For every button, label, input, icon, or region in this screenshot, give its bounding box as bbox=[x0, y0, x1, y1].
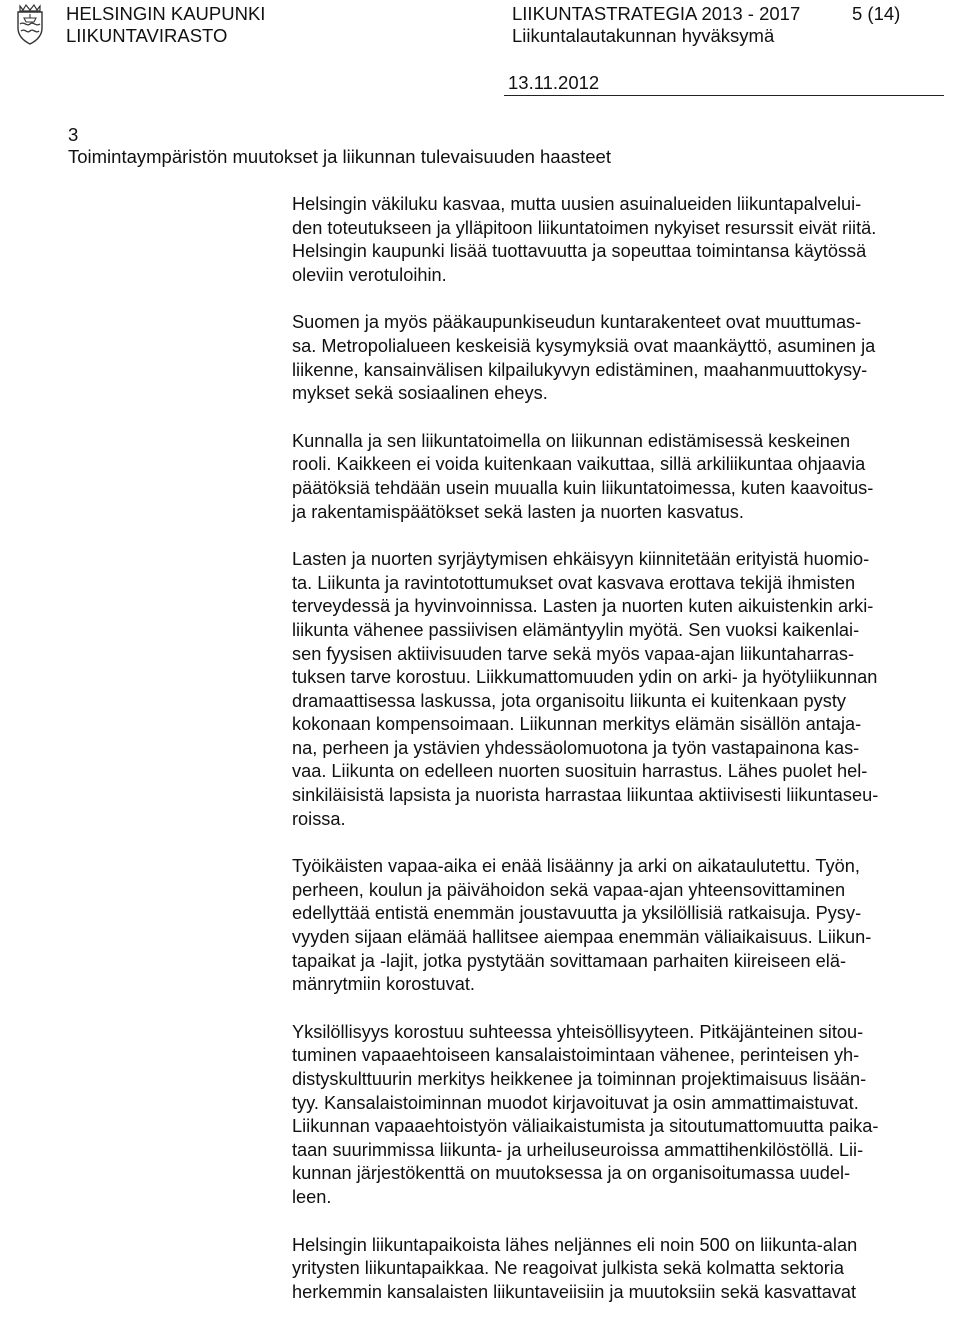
header-date: 13.11.2012 bbox=[508, 72, 600, 93]
text-line: päätöksiä tehdään usein muualla kuin liikuntatoimessa, kuten kaavoitus- bbox=[292, 477, 874, 498]
header-page-indicator: 5 (14) bbox=[852, 3, 901, 24]
text-line: dramaattisessa laskussa, jota organisoitu liikunta ei kuitenkaan pysty bbox=[292, 690, 846, 711]
text-line: kokonaan kompensoimaan. Liikunnan merkitys elämän sisällön antaja- bbox=[292, 714, 862, 735]
paragraph bbox=[292, 193, 954, 287]
text-line: sen fyysisen aktiivisuuden tarve sekä myös vapaa-ajan liikuntaharras- bbox=[292, 643, 855, 664]
text-line: liikunta vähenee passiivisen elämäntyylin myötä. Sen vuoksi kaikenlai- bbox=[292, 619, 860, 640]
header-document-title: LIIKUNTASTRATEGIA 2013 - 2017 bbox=[512, 3, 801, 24]
section-number: 3 bbox=[68, 124, 79, 145]
text-line: Helsingin kaupunki lisää tuottavuutta ja sopeuttaa toimintansa käytössä bbox=[292, 241, 867, 262]
text-line: terveydessä ja hyvinvoinnissa. Lasten ja nuorten kuten aikuistenkin arki- bbox=[292, 596, 874, 617]
text-line: taan suurimmissa liikunta- ja urheiluseuroissa ammattihenkilöstöllä. Lii- bbox=[292, 1139, 864, 1160]
text-line: Liikunnan vapaaehtoistyön väliaikaistumista ja sitoutumattomuutta paika- bbox=[292, 1116, 879, 1137]
text-line: den toteutukseen ja ylläpitoon liikuntatoimen nykyiset resurssit eivät riitä. bbox=[292, 217, 877, 238]
text-line: Yksilöllisyys korostuu suhteessa yhteisöllisyyteen. Pitkäjänteinen sitou- bbox=[292, 1021, 864, 1042]
helsinki-coat-of-arms-icon bbox=[12, 2, 48, 46]
text-line: liikenne, kansainvälisen kilpailukyvyn edistäminen, maahanmuuttokysy- bbox=[292, 359, 868, 380]
text-line: distyskulttuurin merkitys heikkenee ja toiminnan projektimaisuus lisään- bbox=[292, 1069, 867, 1089]
section-title: Toimintaympäristön muutokset ja liikunnan tulevaisuuden haasteet bbox=[68, 146, 611, 167]
text-line: tuksen tarve korostuu. Liikkumattomuuden ydin on arki- ja hyötyliikunnan bbox=[292, 667, 878, 688]
text-line: edellyttää entistä enemmän joustavuutta ja yksilöllisiä ratkaisuja. Pysy- bbox=[292, 903, 862, 924]
paragraph bbox=[292, 311, 954, 405]
text-line: tyy. Kansalaistoiminnan muodot kirjavoituvat ja osin ammattimaistuvat. bbox=[292, 1092, 859, 1113]
text-line: vyyden sijaan elämää hallitsee aiempaa enemmän väliaikaisuus. Liikun- bbox=[292, 927, 872, 948]
text-line: Lasten ja nuorten syrjäytymisen ehkäisyyn kiinnitetään erityistä huomio- bbox=[292, 549, 870, 570]
header-department: LIIKUNTAVIRASTO bbox=[66, 25, 228, 46]
text-line: tuminen vapaaehtoiseen kansalaistoimintaan vähenee, perinteisen yh- bbox=[292, 1045, 860, 1066]
header-divider bbox=[504, 95, 944, 96]
text-line: rooli. Kaikkeen ei voida kuitenkaan vaikuttaa, sillä arkiliikuntaa ohjaavia bbox=[292, 454, 866, 475]
paragraph bbox=[292, 1021, 954, 1210]
text-line: ja rakentamispäätökset sekä lasten ja nuorten kasvatus. bbox=[292, 501, 744, 522]
text-line: sa. Metropolialueen keskeisiä kysymyksiä ovat maankäyttö, asuminen ja bbox=[292, 335, 876, 356]
text-line: Helsingin liikuntapaikoista lähes neljännes eli noin 500 on liikunta-alan bbox=[292, 1234, 858, 1255]
text-line: na, perheen ja ystävien yhdessäolomuotona ja työn vastapainona kas- bbox=[292, 737, 860, 758]
header-approval: Liikuntalautakunnan hyväksymä bbox=[512, 25, 775, 46]
text-line: perheen, koulun ja päivähoidon sekä vapaa-ajan yhteensovittaminen bbox=[292, 879, 846, 900]
text-line: ta. Liikunta ja ravintotottumukset ovat kasvava erottava tekijä ihmisten bbox=[292, 572, 856, 593]
paragraph bbox=[292, 430, 954, 524]
text-line: herkemmin kansalaisten liikuntaveiisiin ja muutoksiin sekä kasvattavat bbox=[292, 1281, 857, 1302]
paragraph bbox=[292, 1234, 954, 1305]
text-line: sinkiläisistä lapsista ja nuorista harrastaa liikuntaa aktiivisesti liikuntaseu- bbox=[292, 785, 879, 806]
body-text bbox=[292, 193, 954, 1328]
text-line: Kunnalla ja sen liikuntatoimella on liikunnan edistämisessä keskeinen bbox=[292, 430, 851, 451]
text-line: leen. bbox=[292, 1186, 332, 1207]
text-line: mykset sekä sosiaalinen eheys. bbox=[292, 383, 548, 404]
text-line: mänrytmiin korostuvat. bbox=[292, 974, 475, 995]
text-line: roissa. bbox=[292, 808, 346, 829]
text-line: vaa. Liikunta on edelleen nuorten suosituin harrastus. Lähes puolet hel- bbox=[292, 761, 868, 782]
text-line: Työikäisten vapaa-aika ei enää lisäänny ja arki on aikataulutettu. Työn, bbox=[292, 856, 860, 877]
text-line: Suomen ja myös pääkaupunkiseudun kuntarakenteet ovat muuttumas- bbox=[292, 312, 862, 333]
paragraph bbox=[292, 855, 954, 997]
paragraph bbox=[292, 548, 954, 831]
text-line: yritysten liikuntapaikkaa. Ne reagoivat julkista sekä kolmatta sektoria bbox=[292, 1258, 844, 1279]
text-line: Helsingin väkiluku kasvaa, mutta uusien asuinalueiden liikuntapalvelui- bbox=[292, 194, 862, 214]
text-line: oleviin verotuloihin. bbox=[292, 264, 447, 285]
header-organization: HELSINGIN KAUPUNKI bbox=[66, 3, 266, 24]
text-line: tapaikat ja -lajit, jotka pystytään sovittamaan parhaiten kiireiseen elä- bbox=[292, 950, 846, 971]
text-line: kunnan järjestökenttä on muutoksessa ja on organisoitumassa uudel- bbox=[292, 1163, 851, 1184]
